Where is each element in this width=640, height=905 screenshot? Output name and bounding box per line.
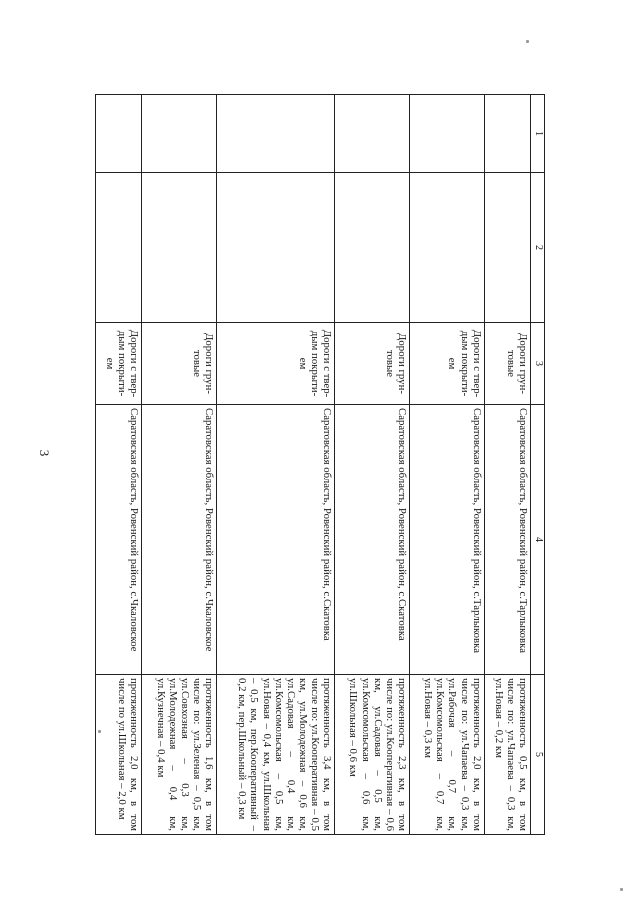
road-description: протяженность 2,0 км, в том числе по: ул.Чапаева – 0,3 км, ул.Рабочая – 0,7 км, ул.Комсомольская – 0,7 км, ул.Новая – 0,3 км: [409, 675, 484, 835]
location: Саратовская область, Ровенский район, с.Чкаловское: [142, 405, 217, 675]
road-description: протяженность 2,0 км, в том числе по ул.Школьная – 2,0 км: [96, 675, 142, 835]
location: Саратовская область, Ровенский район, с.Скатовка: [217, 405, 335, 675]
cell-col1: [409, 95, 484, 173]
road-description: протяженность 0,5 км, в том числе по: ул.Чапаева – 0,3 км, ул.Новая – 0,2 км: [484, 675, 530, 835]
road-description: протяженность 3,4 км, в том числе по: ул.Кооперативная – 0,5 км, ул.Молодежная – 0,6 км, ул.Садовая – 0,4 км, ул.Комсомольская – 0,5 км, ул.Новая – 0,4 км, ул.Школьная – 0,5 км, пер.Кооперативный – 0,2 км, пер.Школьный – 0,3 км: [217, 675, 335, 835]
rotated-table-container: [95, 94, 545, 834]
table-row: [96, 95, 142, 835]
road-type: Дороги с твер- дым покрыти- ем: [217, 323, 335, 405]
road-type: Дороги грун- товые: [484, 323, 530, 405]
road-type: Дороги грун- товые: [334, 323, 409, 405]
col-header-5: 5: [531, 675, 545, 835]
road-type: Дороги с твер- дым покрыти- ем: [409, 323, 484, 405]
location: Саратовская область, Ровенский район, с.Скатовка: [334, 405, 409, 675]
cell-col2: [96, 173, 142, 323]
road-description: протяженность 1,6 км, в том числе по: ул.Зеленая – 0,5 км, ул.Совхозная – 0,3 км, ул.Молодежная – 0,4 км, ул.Кузнечная – 0,4 км: [142, 675, 217, 835]
table-row: [142, 95, 217, 835]
cell-col2: [334, 173, 409, 323]
table-row: [484, 95, 530, 835]
cell-col1: [484, 95, 530, 173]
cell-col2: [484, 173, 530, 323]
table-row: [409, 95, 484, 835]
location: Саратовская область, Ровенский район, с.Чкаловское: [96, 405, 142, 675]
cell-col2: [409, 173, 484, 323]
col-header-1: 1: [531, 95, 545, 173]
table-row: [334, 95, 409, 835]
location: Саратовская область, Ровенский район, с.Тарлыковка: [484, 405, 530, 675]
scan-speck: [620, 888, 623, 891]
col-header-3: 3: [531, 323, 545, 405]
cell-col2: [217, 173, 335, 323]
col-header-2: 2: [531, 173, 545, 323]
scan-speck: [526, 40, 529, 43]
page-number: 3: [37, 449, 52, 457]
cell-col1: [142, 95, 217, 173]
cell-col1: [334, 95, 409, 173]
roads-table: [95, 94, 545, 835]
col-header-4: 4: [531, 405, 545, 675]
road-description: протяженность 2,3 км, в том числе по: ул.Кооперативная – 0,6 км, ул.Садовая – 0,5 км, ул.Комсомольская – 0,6 км, ул.Школьная – 0,6 км: [334, 675, 409, 835]
cell-col1: [217, 95, 335, 173]
table-row: [217, 95, 335, 835]
location: Саратовская область, Ровенский район, с.Тарлыковка: [409, 405, 484, 675]
road-type: Дороги с твер- дым покрыти- ем: [96, 323, 142, 405]
cell-col1: [96, 95, 142, 173]
cell-col2: [142, 173, 217, 323]
road-type: Дороги грун- товые: [142, 323, 217, 405]
column-number-row: [531, 95, 545, 835]
